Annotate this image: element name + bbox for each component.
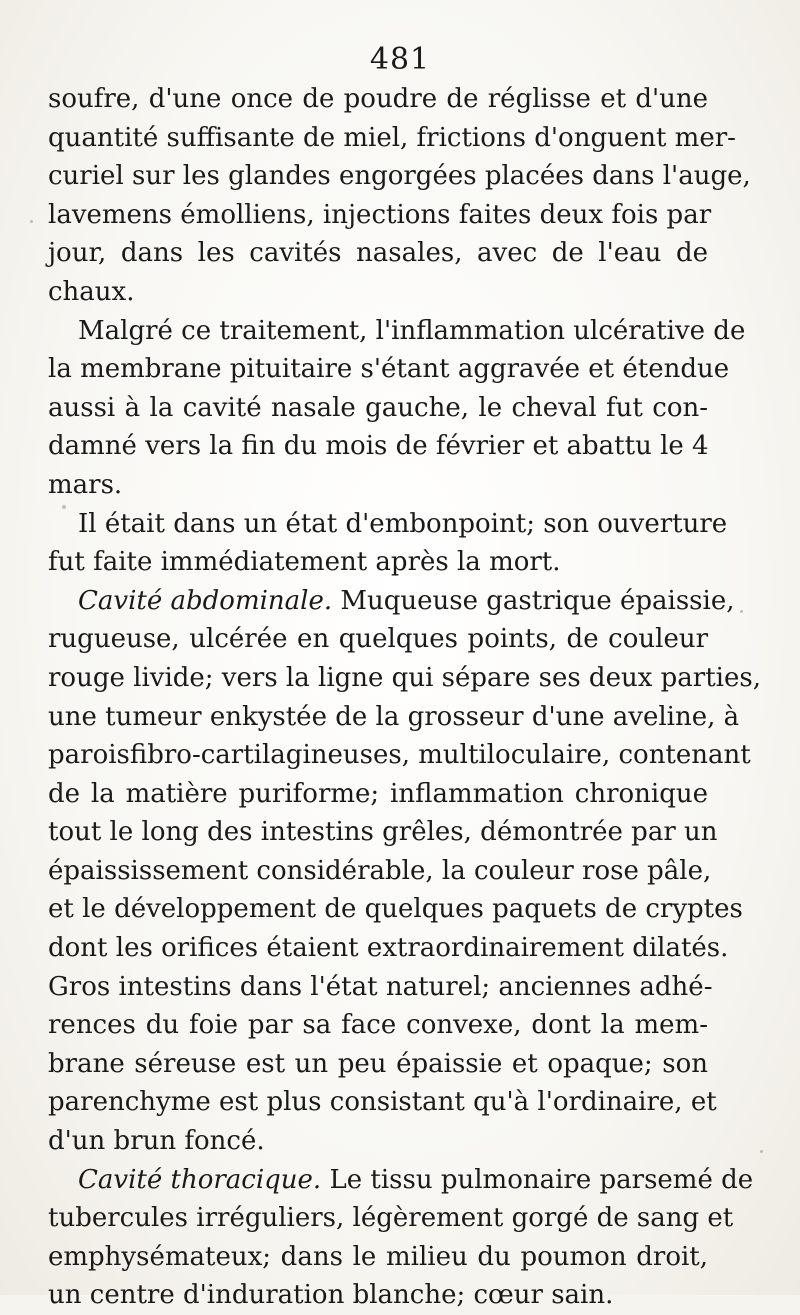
print-speck [30, 220, 33, 223]
text-line: lavemens émolliens, injections faites deux fois par [48, 199, 712, 230]
paragraph-thoracic [48, 1161, 754, 1315]
text-line: épaississement considérable, la couleur rose pâle, [48, 855, 712, 886]
section-heading: Cavité thoracique. [78, 1164, 322, 1195]
text-line: rugueuse, ulcérée en quelques points, de couleur [48, 624, 708, 655]
text-line: Gros intestins dans l'état naturel; anciennes adhé- [48, 971, 713, 1002]
text-line: dont les orifices étaient extraordinairement dilatés. [48, 933, 729, 964]
print-speck [62, 505, 66, 509]
text-line: curiel sur les glandes engorgées placées dans l'auge, [48, 161, 751, 192]
text-line: soufre, d'une once de poudre de réglisse et d'une [48, 84, 708, 114]
text-line: chaux. [48, 276, 135, 307]
text-line: de la matière puriforme; inflammation chronique [48, 778, 708, 809]
text-line: rences du foie par sa face convexe, dont la mem- [48, 1010, 708, 1041]
paragraph-3 [48, 505, 728, 582]
text-line: Il était dans un état d'embonpoint; son ouverture [78, 508, 728, 539]
paragraph-2 [48, 312, 746, 505]
text-line: emphysémateux; dans le milieu du poumon droit, [48, 1241, 708, 1272]
section-heading: Cavité abdominale. [78, 585, 333, 616]
text-line: Malgré ce traitement, l'inflammation ulcérative de [78, 315, 746, 346]
text-line: un centre d'induration blanche; cœur sain. [48, 1280, 614, 1311]
text-line [48, 1161, 754, 1200]
text-line: brane séreuse est un peu épaissie et opaque; son [48, 1048, 708, 1079]
body-text [48, 80, 761, 1315]
text-line: aussi à la cavité nasale gauche, le cheval fut con- [48, 392, 708, 423]
print-speck [760, 1150, 763, 1153]
text-line [48, 582, 735, 621]
text-line: et le développement de quelques paquets de cryptes [48, 894, 743, 925]
text-line: la membrane pituitaire s'étant aggravée et étendue [48, 354, 730, 385]
text-line: jour, dans les cavités nasales, avec de l'eau de [48, 238, 708, 269]
text-line: fut faite immédiatement après la mort. [48, 547, 561, 578]
text-run: Muqueuse gastrique épaissie, [332, 585, 735, 616]
text-line: tout le long des intestins grêles, démontrée par un [48, 817, 718, 848]
paragraph-1 [48, 80, 751, 312]
text-line: damné vers la fin du mois de février et abattu le 4 [48, 431, 709, 462]
text-run: Le tissu pulmonaire parsemé de [321, 1164, 754, 1195]
paragraph-abdominal [48, 582, 761, 1161]
text-line: d'un brun foncé. [48, 1126, 265, 1157]
text-line: mars. [48, 469, 123, 500]
page-number: 481 [369, 42, 431, 77]
text-line: paroisfibro-cartilagineuses, multiloculaire, contenant [48, 740, 751, 771]
text-line: parenchyme est plus consistant qu'à l'ordinaire, et [48, 1087, 717, 1118]
text-line: une tumeur enkystée de la grosseur d'une aveline, à [48, 701, 740, 732]
text-line: quantité suffisante de miel, frictions d'onguent mer- [48, 122, 736, 153]
text-line: tubercules irréguliers, légèrement gorgé de sang et [48, 1203, 734, 1234]
print-speck [740, 610, 743, 613]
text-line: rouge livide; vers la ligne qui sépare ses deux parties, [48, 662, 761, 693]
